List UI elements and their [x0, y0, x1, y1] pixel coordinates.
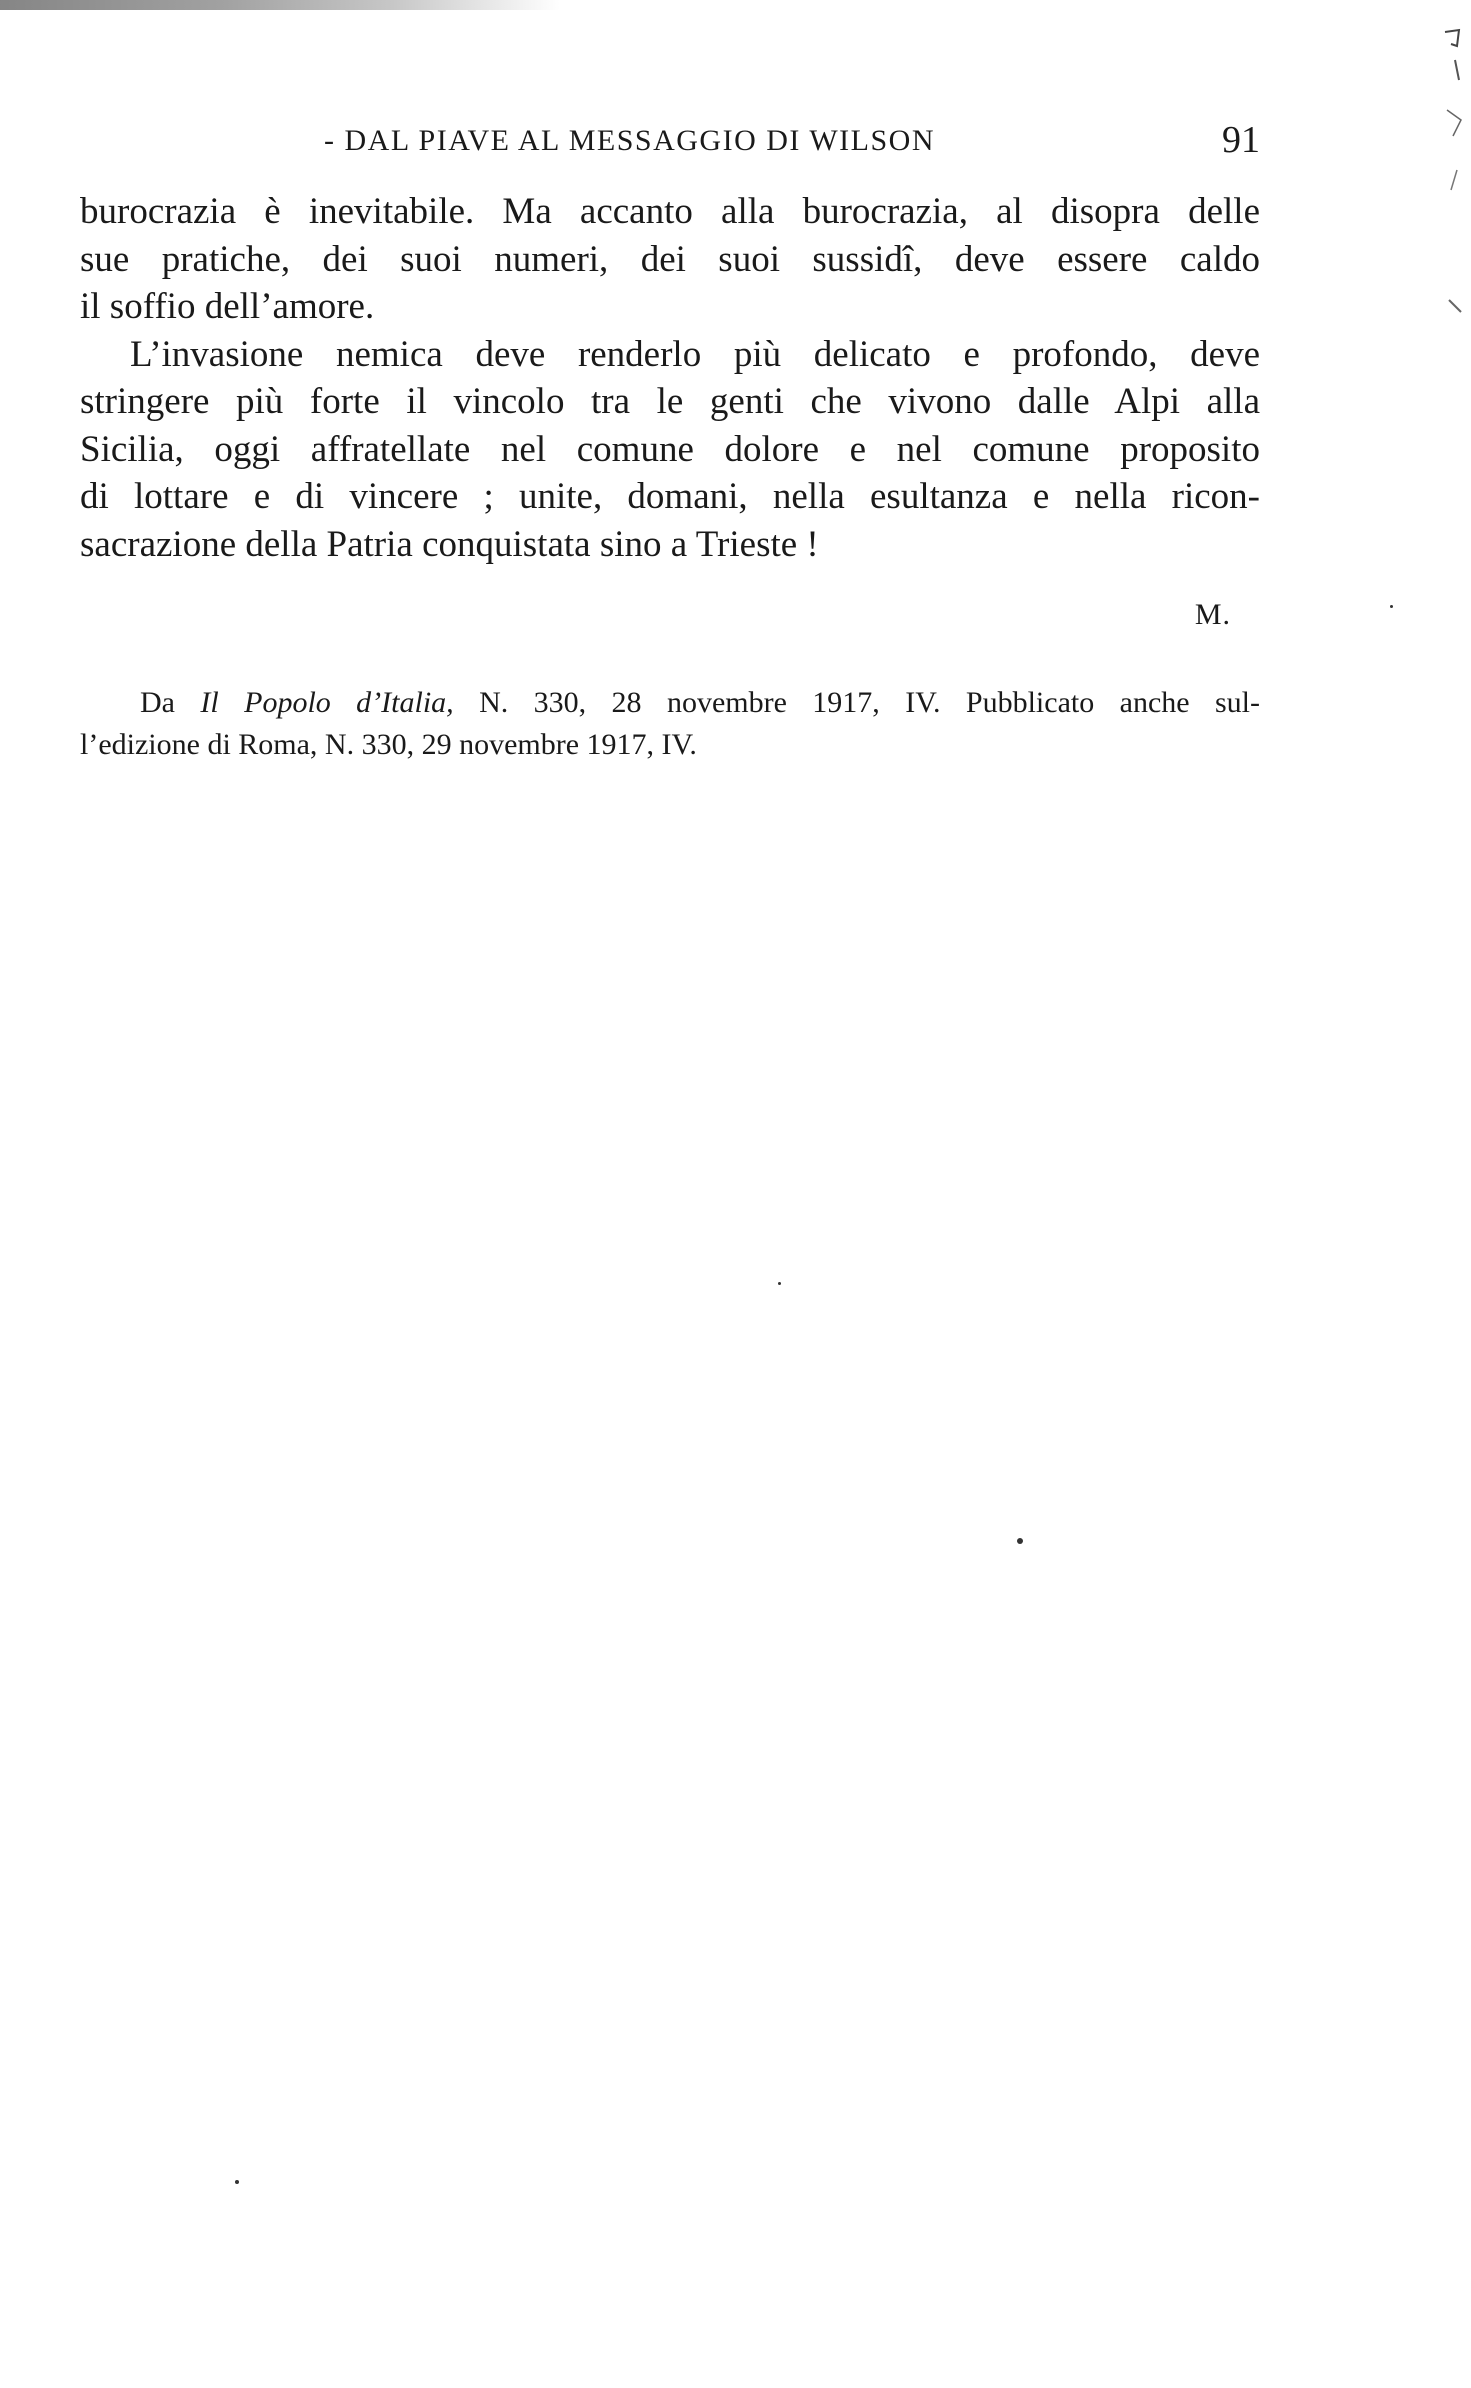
scan-speck — [1017, 1538, 1023, 1544]
text-line: sacrazione della Patria conquistata sino a Trieste ! — [80, 523, 819, 565]
text-line: stringere più forte il vincolo tra le genti che vivono dalle Alpi alla — [80, 381, 1260, 422]
scan-speck — [235, 2180, 239, 2184]
publication-title: Il Popolo d’Italia, — [200, 686, 454, 719]
text-line: sue pratiche, dei suoi numeri, dei suoi sussidî, deve essere caldo — [80, 238, 1260, 280]
paragraph-2 — [80, 331, 1260, 569]
text-line: di lottare e di vincere ; unite, domani, nella esultanza e nella ricon- — [80, 476, 1260, 517]
source-note-line: l’edizione di Roma, N. 330, 29 novembre 1917, IV. — [80, 728, 697, 761]
scan-speck — [778, 1282, 781, 1285]
scan-speck — [1390, 605, 1393, 608]
scan-edge-top — [0, 0, 560, 10]
text-line: Sicilia, oggi affratellate nel comune dolore e nel comune proposito — [80, 428, 1260, 470]
page-number: 91 — [1222, 119, 1260, 161]
text-line: burocrazia è inevitabile. Ma accanto alla burocrazia, al disopra delle — [80, 191, 1260, 232]
body-text — [80, 188, 1260, 568]
running-header — [80, 118, 1260, 164]
source-note-line — [80, 682, 1260, 724]
signature: M. — [1194, 598, 1231, 631]
source-details: N. 330, 28 novembre 1917, IV. Pubblicato anche sul- — [453, 686, 1260, 719]
text-line: L’invasione nemica deve renderlo più delicato e profondo, deve — [130, 333, 1260, 375]
text-line: il soffio dell’amore. — [80, 286, 375, 327]
source-note — [80, 682, 1260, 766]
scan-edge-marks — [1441, 20, 1463, 320]
paragraph-1 — [80, 188, 1260, 331]
source-prefix: Da — [140, 686, 201, 719]
running-title: - DAL PIAVE AL MESSAGGIO DI WILSON — [324, 124, 935, 157]
